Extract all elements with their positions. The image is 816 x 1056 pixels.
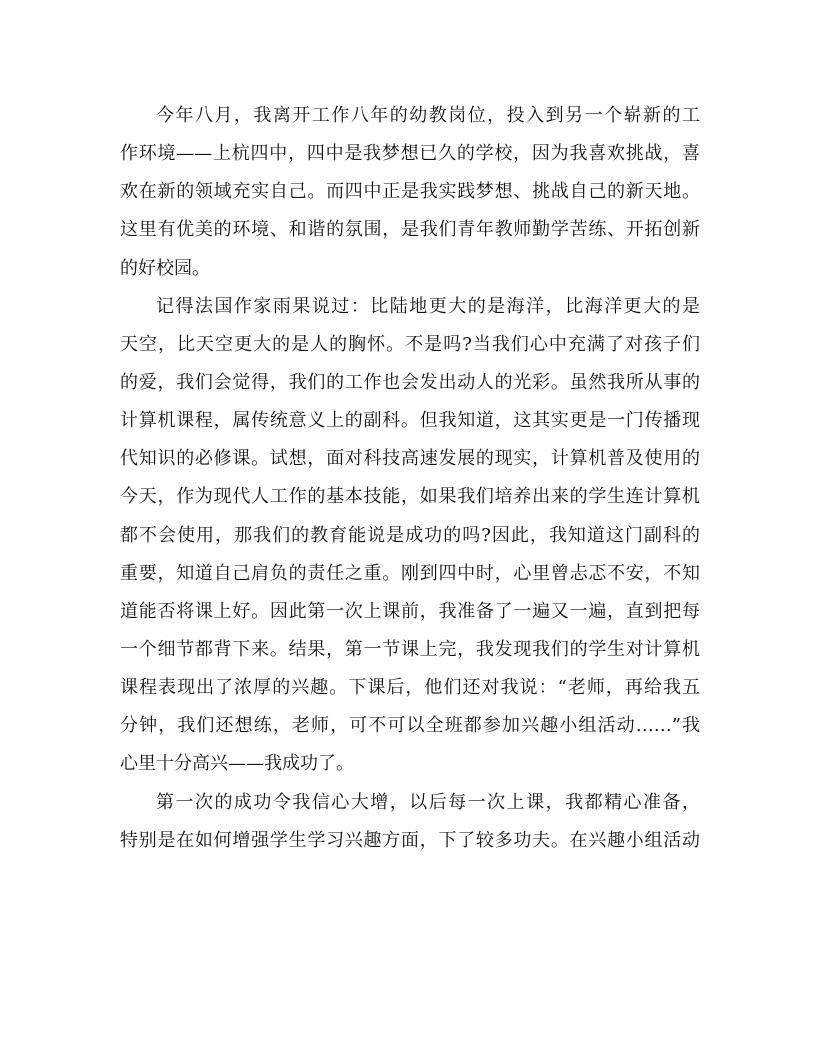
text-line: 代知识的必修课。试想，面对科技高速发展的现实，计算机普及使用的 <box>120 448 700 470</box>
text-line: 计算机课程，属传统意义上的副科。但我知道，这其实更是一门传播现 <box>120 410 700 432</box>
text-line: 记得法国作家雨果说过：比陆地更大的是海洋，比海洋更大的是 <box>156 295 700 317</box>
document-body <box>120 97 700 860</box>
paragraph-1 <box>120 97 700 288</box>
paragraph-3 <box>120 784 700 860</box>
text-line: 的爱，我们会觉得，我们的工作也会发出动人的光彩。虽然我所从事的 <box>120 371 700 393</box>
text-line: 分钟，我们还想练，老师，可不可以全班都参加兴趣小组活动……”我 <box>120 715 700 737</box>
text-line: 道能否将课上好。因此第一次上课前，我准备了一遍又一遍，直到把每 <box>120 600 700 622</box>
text-line: 作环境——上杭四中，四中是我梦想已久的学校，因为我喜欢挑战，喜 <box>120 143 700 165</box>
text-line: 的好校园。 <box>120 257 210 279</box>
text-line: 特别是在如何增强学生学习兴趣方面，下了较多功夫。在兴趣小组活动 <box>120 829 700 851</box>
text-line: 一个细节都背下来。结果，第一节课上完，我发现我们的学生对计算机 <box>120 638 700 660</box>
text-line: 心里十分高兴——我成功了。 <box>120 753 354 775</box>
text-line: 都不会使用，那我们的教育能说是成功的吗?因此，我知道这门副科的 <box>120 524 700 546</box>
text-line: 今天，作为现代人工作的基本技能，如果我们培养出来的学生连计算机 <box>120 486 700 508</box>
text-line: 重要，知道自己肩负的责任之重。刚到四中时，心里曾忐忑不安，不知 <box>120 562 700 584</box>
paragraph-2 <box>120 288 700 784</box>
text-line: 欢在新的领域充实自己。而四中正是我实践梦想、挑战自己的新天地。 <box>120 181 700 203</box>
text-line: 课程表现出了浓厚的兴趣。下课后，他们还对我说：“老师，再给我五 <box>120 677 700 699</box>
text-line: 天空，比天空更大的是人的胸怀。不是吗?当我们心中充满了对孩子们 <box>120 333 700 355</box>
text-line: 今年八月，我离开工作八年的幼教岗位，投入到另一个崭新的工 <box>156 105 700 126</box>
text-line: 这里有优美的环境、和谐的氛围，是我们青年教师勤学苦练、开拓创新 <box>120 219 700 241</box>
text-line: 第一次的成功令我信心大增，以后每一次上课，我都精心准备， <box>156 791 700 813</box>
